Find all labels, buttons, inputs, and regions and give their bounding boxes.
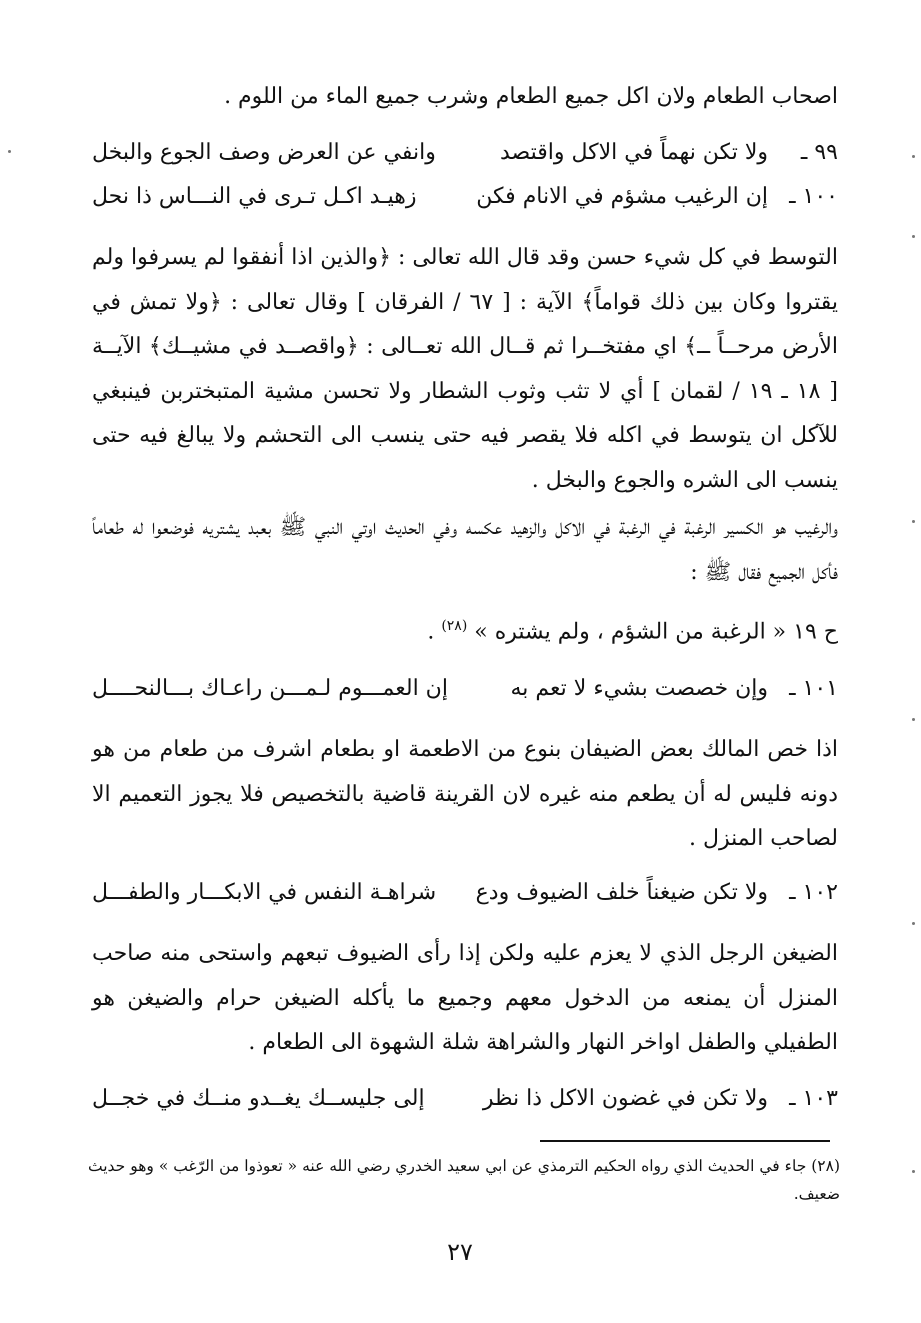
commentary-paragraph-2: والرغيب هو الكسير الرغبة في الرغبة في الاكل والزهيد عكسه وفي الحديث اوتي النبي ﷺ بعبد يشتريه فوضعوا له طعاماً فأكل الجميع فقال ﷺ : (92, 515, 838, 585)
commentary-paragraph-4: الضيغن الرجل الذي لا يعزم عليه ولكن إذا رأى الضيوف تبعهم واستحى منه صاحب المنزل أن يمنعه من الدخول معهم وجميع ما يأكله الضيغن حرام والضيغن هو الطفيلي والطفل اواخر النهار والشراهة شلة الشهوة الى الطعام . (92, 941, 838, 1055)
scan-speck (912, 520, 915, 523)
verse-102 (92, 880, 838, 916)
verse-first-hemistich: ولا تكن ضيغناً خلف الضيوف ودع (475, 880, 768, 905)
intro-line: اصحاب الطعام ولان اكل جميع الطعام وشرب جميع الماء من اللوم . (224, 84, 838, 109)
verse-first-hemistich: إن الرغيب مشؤم في الانام فكن (476, 184, 768, 209)
footnote-reference: (٢٨) (441, 618, 468, 634)
verse-number: ٩٩ ـ (800, 140, 838, 165)
scan-speck (912, 155, 915, 158)
verse-second-hemistich: وانفي عن العرض وصف الجوع والبخل (92, 140, 436, 165)
scan-speck (912, 235, 915, 238)
scan-speck (912, 718, 915, 721)
scan-speck (8, 150, 11, 153)
verse-100 (92, 184, 838, 220)
verse-101 (92, 676, 838, 712)
verse-number: ١٠٢ ـ (789, 880, 838, 905)
verse-second-hemistich: زهيـد اكـل تـرى في النـــاس ذا نحل (92, 184, 417, 209)
verse-first-hemistich: وإن خصصت بشيء لا تعم به (510, 676, 768, 701)
page-number: ٢٧ (447, 1238, 473, 1266)
commentary-paragraph-3: اذا خص المالك بعض الضيفان بنوع من الاطعمة او بطعام اشرف من طعام من هو دونه فليس له أن يطعم منه غيره لان القرينة قاضية بالتخصيص فلا يجوز التعميم الا لصاحب المنزل . (92, 737, 838, 851)
verse-first-hemistich: ولا تكن نهماً في الاكل واقتصد (499, 140, 768, 165)
hadith-text: « الرغبة من الشؤم ، ولم يشتره » (474, 619, 787, 645)
commentary-paragraph-1: التوسط في كل شيء حسن وقد قال الله تعالى : ﴿والذين اذا أنفقوا لم يسرفوا ولم يقتروا وكان بين ذلك قواماً﴾ الآية : [ ٦٧ / الفرقان ] وقال تعالى : ﴿ولا تمش في الأرض مرحــاً ــ﴾ اي مفتخــرا ثم قــال الله تعــالى : ﴿واقصــد في مشيــك﴾ الآيــة [ ١٨ ـ ١٩ / لقمان ] أي لا تثب وثوب الشطار ولا تحسن مشية المتبختربن فينبغي للآكل ان يتوسط في اكله فلا يقصر فيه حتى ينسب الى التحشم ولا يبالغ فيه حتى ينسب الى الشره والجوع والبخل . (92, 245, 838, 493)
hadith-line (92, 618, 838, 646)
verse-103 (92, 1086, 838, 1122)
verse-second-hemistich: شراهـة النفس في الابكـــار والطفـــل (92, 880, 437, 905)
hadith-end: . (427, 619, 435, 645)
verse-first-hemistich: ولا تكن في غضون الاكل ذا نظر (482, 1086, 768, 1111)
verse-number: ١٠٣ ـ (789, 1086, 838, 1111)
scan-speck (912, 922, 915, 925)
verse-99 (92, 140, 838, 176)
verse-second-hemistich: إن العمـــوم لـمـــن راعـاك بـــالنحــــل (92, 676, 448, 701)
verse-number: ١٠١ ـ (789, 676, 838, 701)
footnote-divider (540, 1140, 830, 1142)
verse-second-hemistich: إلى جليســك يغــدو منــك في خجــل (92, 1086, 425, 1111)
scan-speck (912, 1170, 915, 1173)
hadith-label: ح ١٩ (793, 619, 838, 645)
verse-number: ١٠٠ ـ (789, 184, 838, 209)
footnote: (٢٨) جاء في الحديث الذي رواه الحكيم الترمذي عن ابي سعيد الخدري رضي الله عنه « تعوذوا من الرّغب » وهو حديث ضعيف. (88, 1157, 840, 1203)
